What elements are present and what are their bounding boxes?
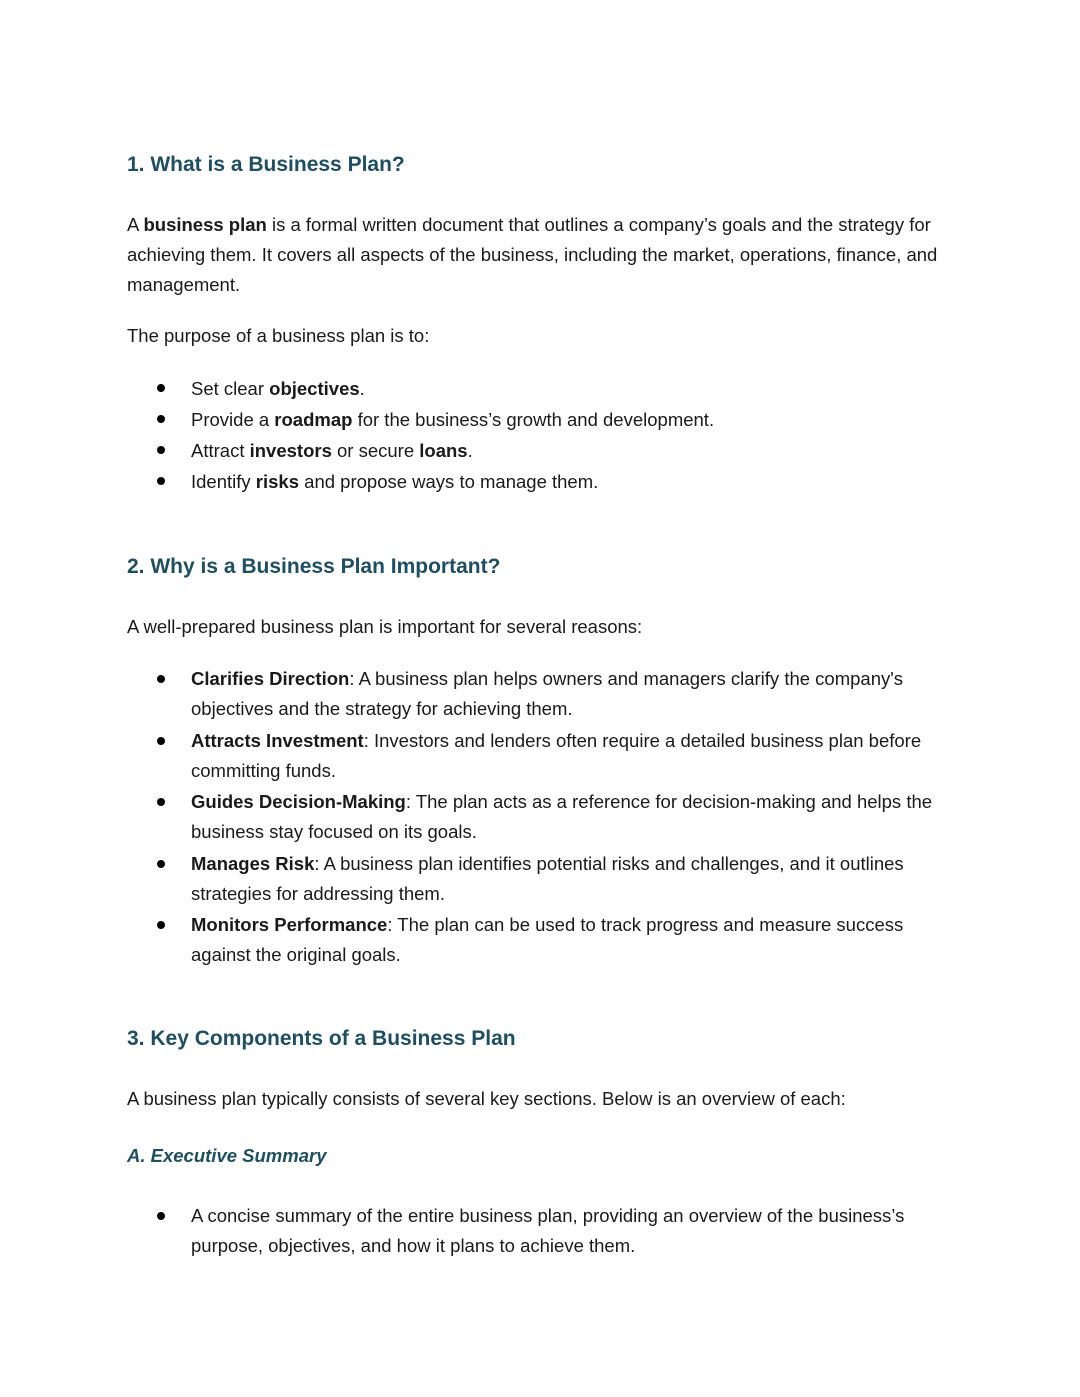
- bullet-icon: [157, 415, 165, 423]
- list-item: A concise summary of the entire business plan, providing an overview of the business’s purpose, objectives, and how it plans to achieve them.: [127, 1201, 957, 1261]
- section-3-intro: A business plan typically consists of several key sections. Below is an overview of each:: [127, 1088, 846, 1109]
- bullet-icon: [157, 446, 165, 454]
- bullet-icon: [157, 798, 165, 806]
- purpose-intro: The purpose of a business plan is to:: [127, 325, 430, 346]
- bullet-icon: [157, 860, 165, 868]
- list-item: Attracts Investment: Investors and lenders often require a detailed business plan before committing funds.: [127, 726, 957, 786]
- list-item: Provide a roadmap for the business’s growth and development.: [127, 404, 957, 435]
- list-item: Clarifies Direction: A business plan helps owners and managers clarify the company's objectives and the strategy for achieving them.: [127, 664, 957, 724]
- bullet-icon: [157, 384, 165, 392]
- section-1-heading: 1. What is a Business Plan?: [127, 153, 405, 176]
- bullet-icon: [157, 477, 165, 485]
- section-2-intro: A well-prepared business plan is important for several reasons:: [127, 616, 643, 637]
- list-item: Set clear objectives.: [127, 373, 957, 404]
- section-2-heading: 2. Why is a Business Plan Important?: [127, 555, 501, 578]
- list-item: Manages Risk: A business plan identifies potential risks and challenges, and it outlines strategies for addressing them.: [127, 849, 957, 909]
- bullet-icon: [157, 737, 165, 745]
- section-3-heading: 3. Key Components of a Business Plan: [127, 1027, 516, 1050]
- list-item: Identify risks and propose ways to manage them.: [127, 466, 957, 497]
- section-1-intro: A business plan is a formal written document that outlines a company’s goals and the strategy for achieving them. It covers all aspects of the business, including the market, operations, finance, and management.: [127, 214, 938, 295]
- bullet-icon: [157, 1212, 165, 1220]
- executive-summary-list: [127, 1201, 957, 1261]
- bullet-icon: [157, 921, 165, 929]
- purpose-list: [127, 373, 957, 497]
- list-item: Monitors Performance: The plan can be used to track progress and measure success against the original goals.: [127, 910, 957, 970]
- reasons-list: [127, 664, 957, 970]
- subsection-a-heading: A. Executive Summary: [127, 1145, 327, 1166]
- list-item: Guides Decision-Making: The plan acts as a reference for decision-making and helps the business stay focused on its goals.: [127, 787, 957, 847]
- bullet-icon: [157, 675, 165, 683]
- list-item: Attract investors or secure loans.: [127, 435, 957, 466]
